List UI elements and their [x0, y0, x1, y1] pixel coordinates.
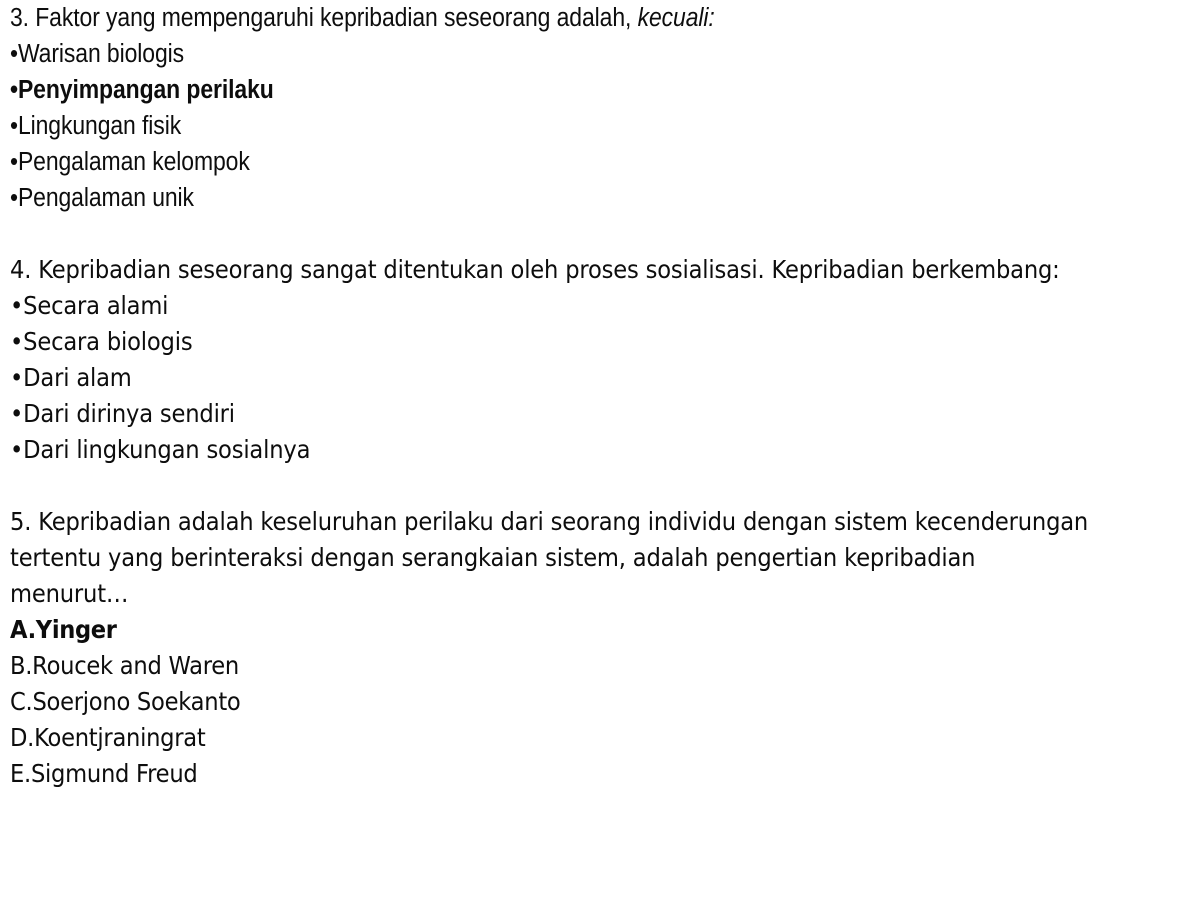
question-5-option-d[interactable]: D.Koentjraningrat — [10, 723, 206, 752]
option-label: Pengalaman kelompok — [17, 148, 250, 176]
bullet-icon: • — [10, 291, 24, 320]
question-5-stem-line-1: 5. Kepribadian adalah keseluruhan perilaku dari seorang individu dengan sistem kecenderungan — [10, 507, 1089, 536]
option-label: Lingkungan fisik — [17, 112, 182, 140]
question-block-4 — [10, 252, 1192, 504]
question-3-stem-text: 3. Faktor yang mempengaruhi kepribadian seseorang adalah, — [10, 4, 638, 32]
bullet-icon: • — [10, 184, 18, 212]
question-5-option-e[interactable]: E.Sigmund Freud — [10, 759, 198, 788]
question-3-option-1[interactable] — [10, 36, 1191, 72]
question-3-option-2[interactable] — [10, 72, 1191, 108]
option-label: Secara alami — [23, 291, 169, 320]
option-label: Warisan biologis — [17, 40, 185, 68]
bullet-icon: • — [10, 363, 24, 392]
question-4-option-3[interactable] — [10, 360, 1192, 396]
question-3-stem-emphasis: kecuali: — [637, 4, 715, 32]
question-4-option-2[interactable] — [10, 324, 1192, 360]
bullet-icon: • — [10, 399, 24, 428]
option-label: Dari alam — [23, 363, 132, 392]
option-label: Dari dirinya sendiri — [23, 399, 235, 428]
bullet-icon: • — [10, 148, 18, 176]
option-label: Penyimpangan perilaku — [17, 76, 274, 104]
slide-content — [10, 0, 1192, 792]
bullet-icon: • — [10, 327, 24, 356]
question-block-5 — [10, 504, 1192, 792]
bullet-icon: • — [10, 40, 18, 68]
question-5-stem-line-3: menurut… — [10, 579, 129, 608]
block-spacer — [10, 216, 1191, 252]
question-5-option-a[interactable]: A.Yinger — [10, 615, 117, 644]
question-4-option-5[interactable] — [10, 432, 1192, 468]
option-label: Dari lingkungan sosialnya — [23, 435, 311, 464]
question-4-stem: 4. Kepribadian seseorang sangat ditentukan oleh proses sosialisasi. Kepribadian berkembang: — [10, 255, 1060, 284]
question-5-option-b[interactable]: B.Roucek and Waren — [10, 651, 239, 680]
question-5-option-c[interactable]: C.Soerjono Soekanto — [10, 687, 241, 716]
question-3-option-5[interactable] — [10, 180, 1191, 216]
bullet-icon: • — [10, 435, 24, 464]
option-label: Secara biologis — [23, 327, 193, 356]
question-4-option-4[interactable] — [10, 396, 1192, 432]
question-4-option-1[interactable] — [10, 288, 1192, 324]
bullet-icon: • — [10, 112, 18, 140]
question-3-stem — [10, 0, 1191, 36]
block-spacer — [10, 468, 1192, 504]
question-block-3 — [10, 0, 1191, 252]
question-3-option-4[interactable] — [10, 144, 1191, 180]
bullet-icon: • — [10, 76, 18, 104]
question-5-stem-line-2: tertentu yang berinteraksi dengan serangkaian sistem, adalah pengertian kepribadian — [10, 543, 976, 572]
option-label: Pengalaman unik — [17, 184, 194, 212]
question-3-option-3[interactable] — [10, 108, 1191, 144]
